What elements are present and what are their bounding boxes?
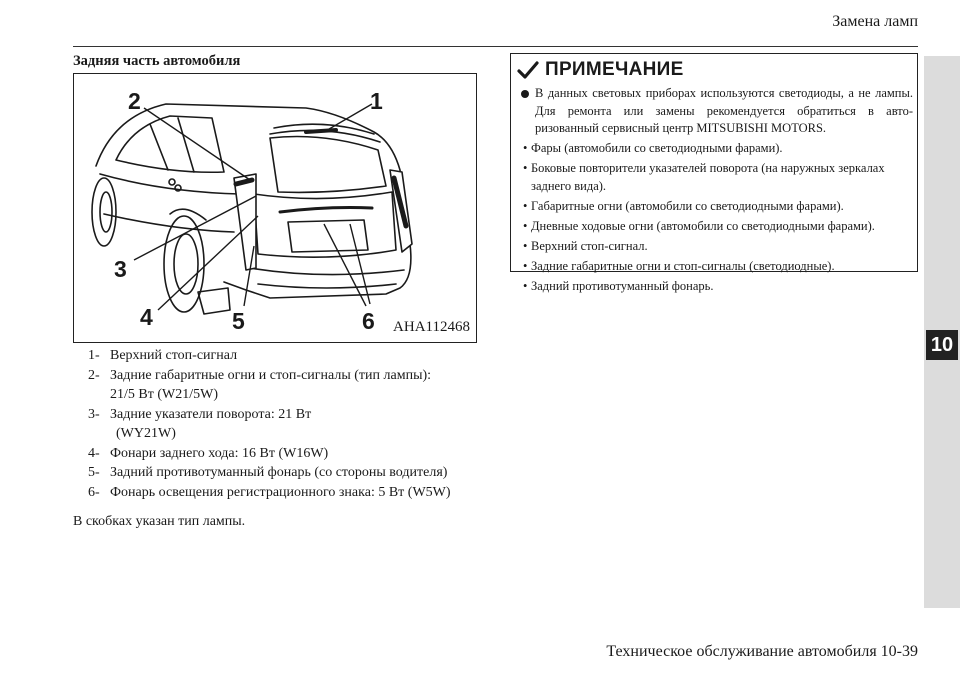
- section-title: Задняя часть автомобиля: [73, 53, 241, 69]
- note-bullet-text: Дневные ходовые огни (автомобили со светодиодными фарами).: [531, 218, 875, 233]
- legend-text: Задние габаритные огни и стоп-сигналы (тип лампы):: [110, 367, 432, 383]
- callout-2: 2: [128, 88, 141, 114]
- callout-4: 4: [140, 304, 153, 330]
- legend-text: 21/5 Вт (W21/5W): [110, 387, 218, 402]
- legend-number: 6-: [88, 484, 100, 500]
- chapter-number-badge: 10: [926, 330, 958, 360]
- legend-text: Фонарь освещения регистрационного знака: 5 Вт (W5W): [110, 484, 451, 500]
- legend-item: [88, 483, 476, 503]
- note-bullet-text: Задние габаритные огни и стоп-сигналы (светодиодные).: [531, 258, 835, 273]
- legend-number: 3-: [88, 406, 100, 422]
- figure-code: AHA112468: [393, 319, 470, 335]
- legend-number: 5-: [88, 465, 100, 480]
- note-lead-text: В данных световых приборах используются светодиоды, а не лампы. Для ремонта или замены рекомендуется обратиться в авто-ризованный сервисный центр MITSUBISHI MOTORS.: [535, 86, 913, 135]
- note-bullet: [521, 238, 913, 256]
- note-title: ПРИМЕЧАНИЕ: [545, 59, 684, 80]
- note-bullet: [521, 218, 913, 236]
- bullet-icon: •: [523, 258, 528, 273]
- bullet-icon: •: [523, 198, 528, 213]
- legend-item: [88, 444, 476, 464]
- note-bullet: [521, 160, 913, 195]
- note-bullet-text: Габаритные огни (автомобили со светодиодными фарами).: [531, 198, 844, 213]
- note-header: [517, 59, 684, 81]
- note-bullet: [521, 278, 913, 296]
- legend-number: 1-: [88, 348, 100, 363]
- page-footer: Техническое обслуживание автомобиля 10-39: [606, 643, 918, 660]
- rear-lamps-figure: [73, 73, 477, 343]
- bullet-icon: •: [523, 161, 528, 175]
- lamp-type-note: В скобках указан тип лампы.: [73, 514, 246, 529]
- legend-item: [88, 346, 476, 366]
- callout-1: 1: [370, 88, 383, 114]
- note-box: [510, 53, 918, 293]
- note-bullet: [521, 140, 913, 158]
- note-bullet-text: Задний противотуманный фонарь.: [531, 278, 714, 293]
- callout-3: 3: [114, 256, 127, 282]
- legend-text: Задний противотуманный фонарь (со стороны водителя): [110, 465, 448, 480]
- note-bullet: [521, 258, 913, 276]
- note-body: [521, 85, 913, 295]
- legend-item: [88, 366, 476, 405]
- legend-text: Фонари заднего хода: 16 Вт (W16W): [110, 445, 329, 461]
- legend-number: 2-: [88, 367, 100, 383]
- note-lead-item: [521, 85, 913, 138]
- callout-5: 5: [232, 308, 245, 334]
- bullet-dot-icon: [521, 90, 529, 98]
- bullet-icon: •: [523, 141, 528, 155]
- bullet-icon: •: [523, 238, 528, 253]
- note-bullet-text: Верхний стоп-сигнал.: [531, 238, 648, 253]
- legend-number: 4-: [88, 445, 100, 461]
- legend-item: [88, 405, 476, 444]
- note-bullet: [521, 198, 913, 216]
- callout-6: 6: [362, 308, 375, 334]
- lamp-legend: [88, 346, 476, 502]
- legend-text: Задние указатели поворота: 21 Вт: [110, 406, 312, 422]
- header-rule: [73, 46, 918, 47]
- note-bullet-text: Фары (автомобили со светодиодными фарами).: [531, 141, 783, 155]
- legend-item: [88, 463, 476, 483]
- note-check-icon: [517, 61, 539, 79]
- legend-text: (WY21W): [116, 426, 176, 441]
- page-header-title: Замена ламп: [832, 13, 918, 30]
- bullet-icon: •: [523, 218, 528, 233]
- legend-text: Верхний стоп-сигнал: [110, 348, 238, 363]
- note-bullet-text: Боковые повторители указателей поворота (на наружных зеркалах заднего вида).: [531, 161, 885, 193]
- bullet-icon: •: [523, 278, 528, 293]
